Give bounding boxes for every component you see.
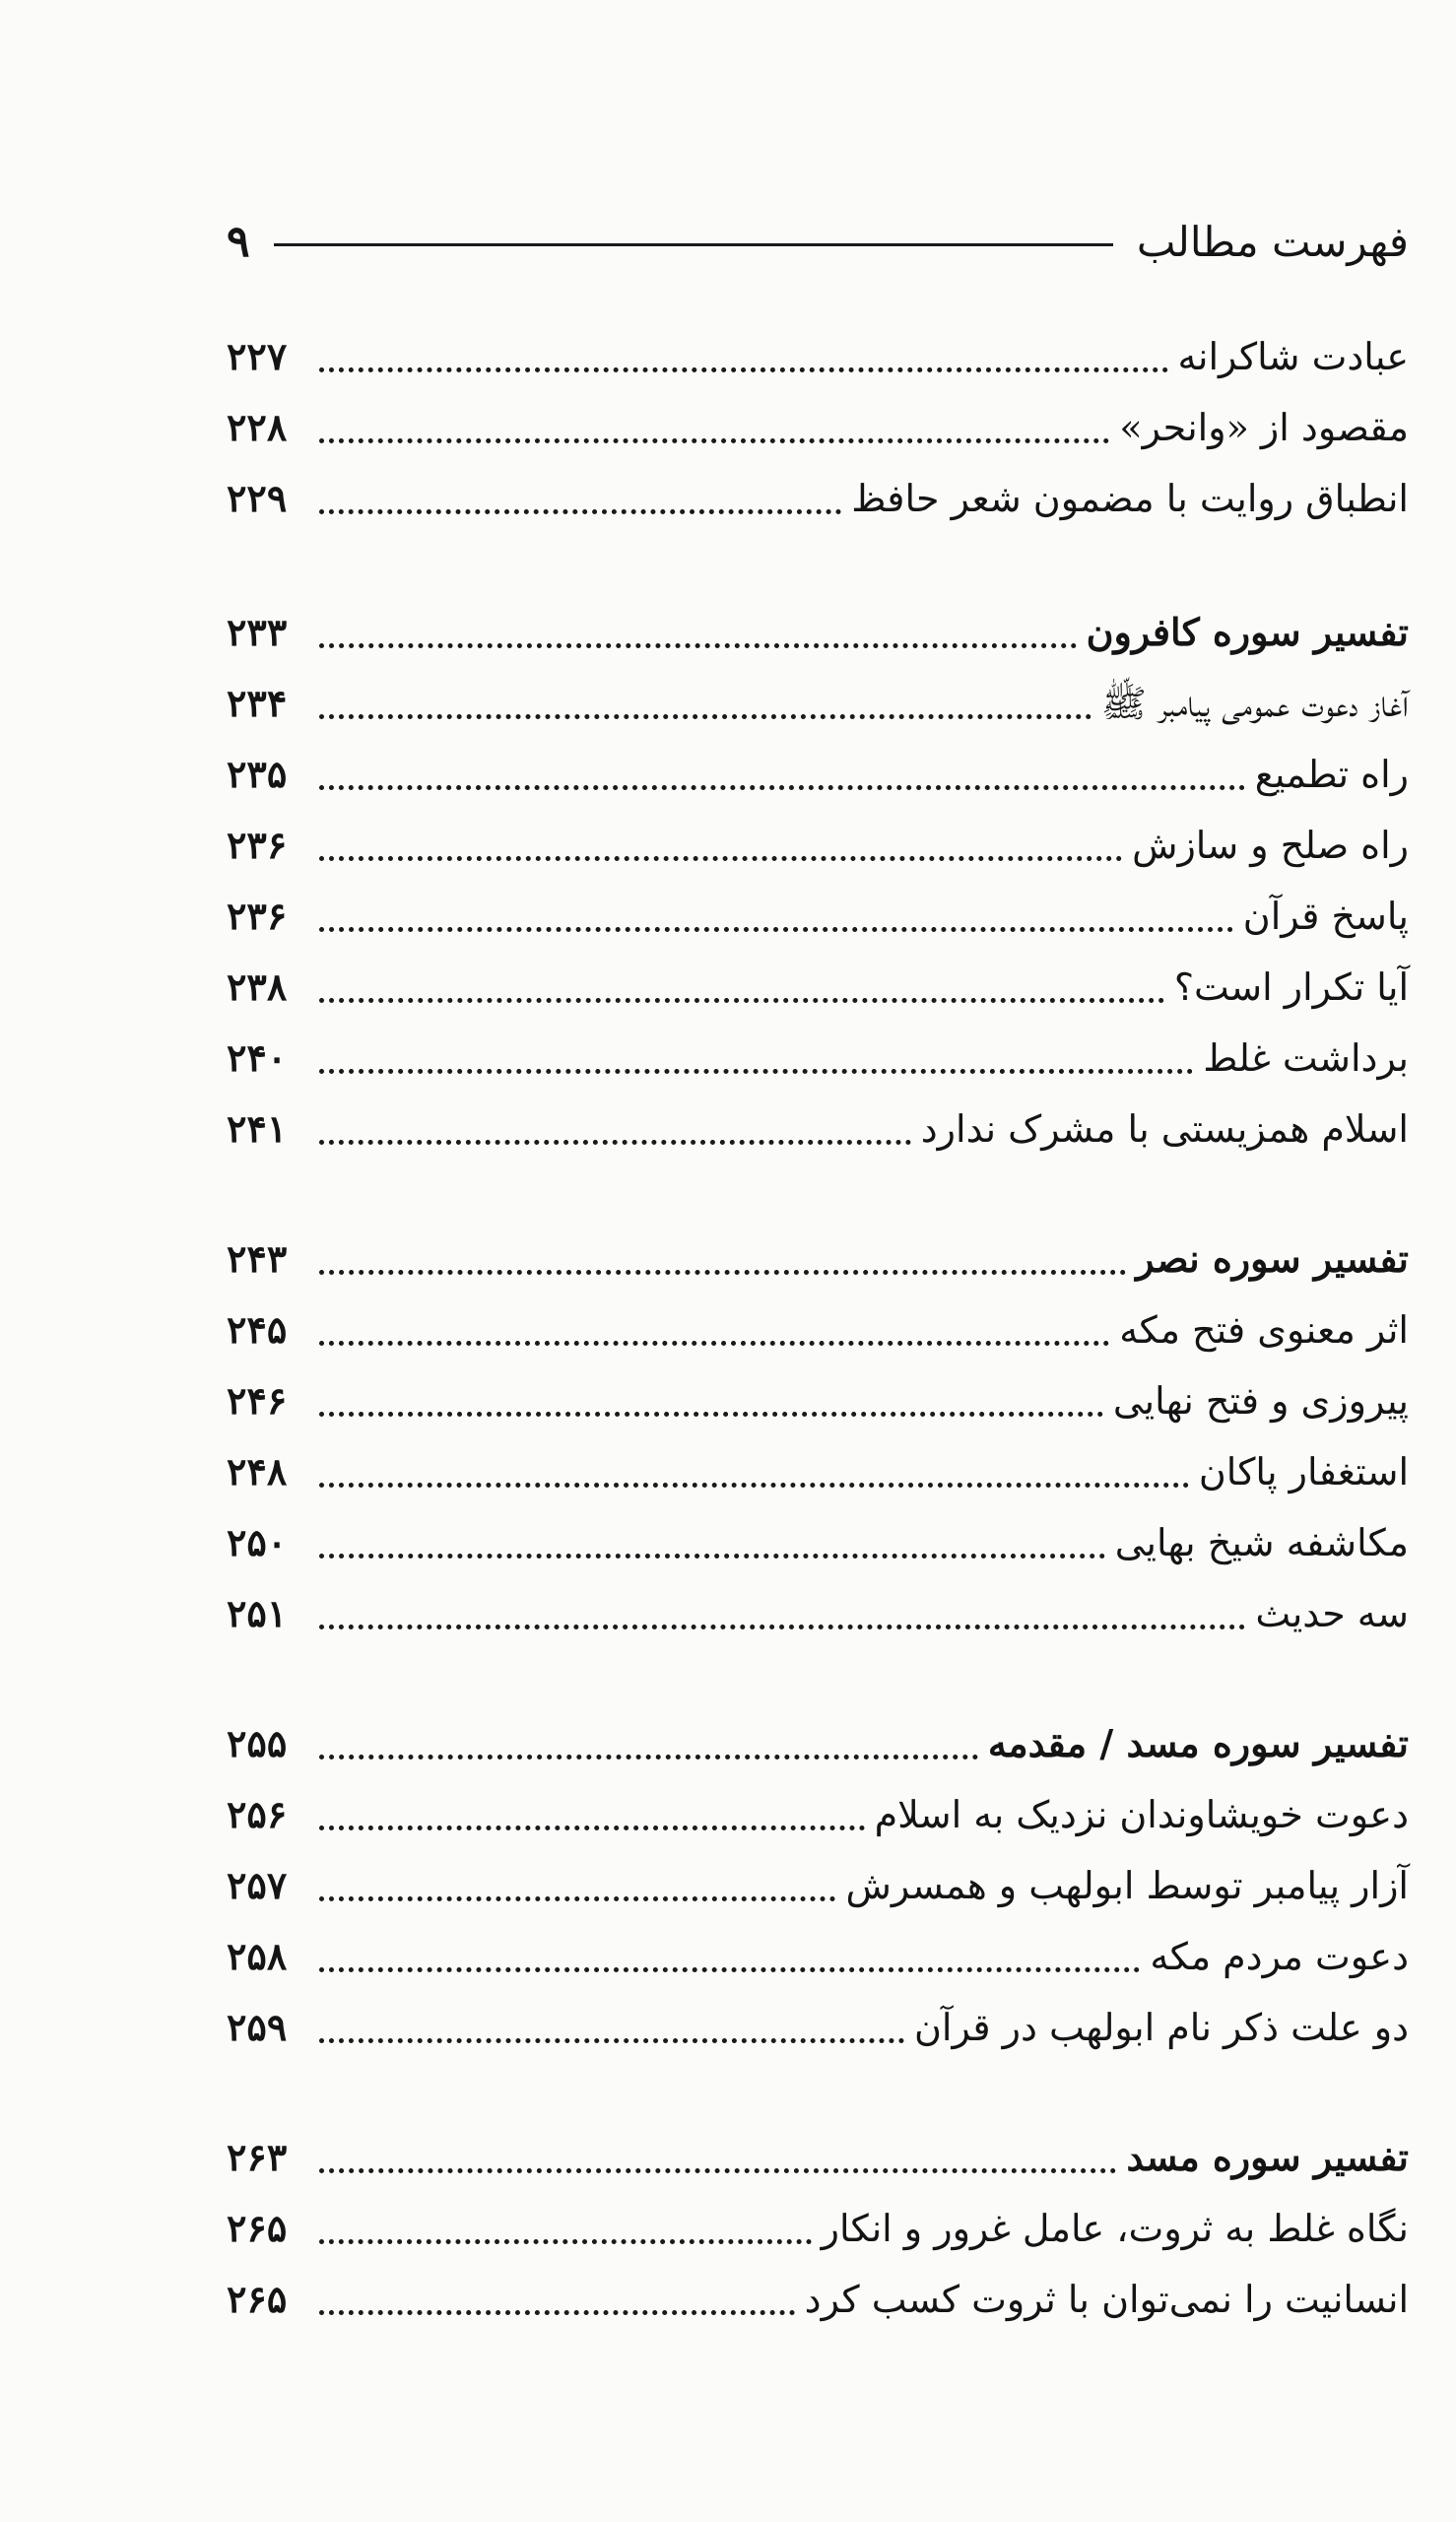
dot-leader: [319, 1140, 911, 1145]
toc-entry-page: ۲۶۳: [227, 2135, 288, 2179]
toc-entry-page: ۲۳۵: [227, 752, 288, 796]
toc-entry: [227, 664, 1409, 733]
toc-entry-title: راه صلح و سازش: [1132, 824, 1409, 867]
toc-entry-page: ۲۴۶: [227, 1378, 288, 1423]
toc-entry-page: ۲۶۵: [227, 2206, 288, 2250]
toc-entry-page: ۲۴۰: [227, 1035, 288, 1080]
toc-entry: [227, 1574, 1409, 1643]
dot-leader: [319, 1825, 865, 1830]
toc-entry-title: برداشت غلط: [1203, 1036, 1409, 1080]
toc-entry-page: ۲۳۶: [227, 894, 288, 938]
toc-entry-page: ۲۳۴: [227, 681, 288, 725]
toc-entry-page: ۲۵۵: [227, 1721, 288, 1765]
page-number: ۹: [227, 216, 250, 267]
dot-leader: [319, 2310, 795, 2315]
toc-entry: [227, 1775, 1409, 1844]
toc-entry-title: پیروزی و فتح نهایی: [1112, 1379, 1409, 1423]
toc-entry: [227, 806, 1409, 875]
toc-entry-title: دعوت خویشاوندان نزدیک به اسلام: [874, 1793, 1409, 1836]
dot-leader: [319, 2168, 1116, 2173]
toc-entry: [227, 1090, 1409, 1159]
toc-entry: [227, 1019, 1409, 1088]
dot-leader: [319, 1967, 1140, 1972]
toc-entry-page: ۲۵۶: [227, 1792, 288, 1836]
toc-entry-title: آغاز دعوت عمومی پیامبر ﷺ: [1100, 682, 1409, 725]
toc-entry-page: ۲۶۵: [227, 2277, 288, 2321]
toc-entry-title: عبادت شاکرانه: [1177, 335, 1409, 378]
toc-entry: [227, 1361, 1409, 1430]
toc-entry-page: ۲۵۸: [227, 1934, 288, 1978]
toc-entry-title: مقصود از «وانحر»: [1119, 406, 1409, 449]
toc-section-heading: [227, 593, 1409, 662]
toc-entry-title: آزار پیامبر توسط ابولهب و همسرش: [845, 1864, 1409, 1907]
dot-leader: [319, 856, 1122, 861]
toc-entry: [227, 317, 1409, 386]
toc-entry-title: نگاه غلط به ثروت، عامل غرور و انکار: [821, 2207, 1409, 2250]
toc-entry-page: ۲۲۹: [227, 476, 288, 520]
toc-entry-title: آیا تکرار است؟: [1173, 965, 1409, 1009]
toc-entry-title: اثر معنوی فتح مکه: [1119, 1308, 1409, 1352]
dot-leader: [319, 438, 1109, 443]
toc-entry-title: دعوت مردم مکه: [1150, 1935, 1409, 1978]
toc-entry: [227, 1917, 1409, 1986]
table-of-contents: [227, 0, 1409, 2522]
toc-entry-page: ۲۳۸: [227, 964, 288, 1009]
toc-entry-title: مکاشفه شیخ بهایی: [1114, 1521, 1409, 1564]
toc-entry-title: تفسیر سوره مسد: [1126, 2135, 1409, 2179]
toc-entry-page: ۲۵۷: [227, 1863, 288, 1907]
dot-leader: [319, 1270, 1126, 1275]
dot-leader: [319, 1554, 1105, 1559]
toc-entry-title: تفسیر سوره مسد / مقدمه: [987, 1721, 1409, 1765]
toc-entry-title: پاسخ قرآن: [1242, 895, 1409, 938]
toc-entry: [227, 735, 1409, 804]
toc-entry-page: ۲۵۱: [227, 1591, 288, 1635]
toc-entry: [227, 1503, 1409, 1572]
toc-entry-title: انطباق روایت با مضمون شعر حافظ: [851, 477, 1409, 520]
toc-entry-page: ۲۳۳: [227, 610, 288, 654]
dot-leader: [319, 1069, 1193, 1074]
toc-entry-title: تفسیر سوره نصر: [1136, 1236, 1409, 1281]
toc-section-heading: [227, 2118, 1409, 2187]
toc-entry-title: راه تطمیع: [1254, 753, 1409, 796]
toc-entry: [227, 1432, 1409, 1501]
toc-entry-title: تفسیر سوره کافرون: [1086, 610, 1409, 654]
page-title: فهرست مطالب: [1136, 217, 1409, 266]
toc-entry: [227, 1988, 1409, 2057]
dot-leader: [319, 1483, 1189, 1488]
dot-leader: [319, 1412, 1103, 1417]
toc-entry-page: ۲۲۸: [227, 405, 288, 449]
toc-entry: [227, 1291, 1409, 1360]
dot-leader: [319, 1896, 835, 1901]
dot-leader: [319, 927, 1233, 932]
dot-leader: [319, 2038, 904, 2043]
toc-entry-page: ۲۴۱: [227, 1106, 288, 1151]
toc-entry: [227, 2260, 1409, 2329]
dot-leader: [319, 1341, 1109, 1346]
toc-section-heading: [227, 1704, 1409, 1773]
dot-leader: [319, 998, 1164, 1003]
dot-leader: [319, 2239, 812, 2244]
toc-entry: [227, 2189, 1409, 2258]
toc-entry: [227, 1846, 1409, 1915]
dot-leader: [319, 785, 1245, 790]
toc-entry: [227, 877, 1409, 946]
dot-leader: [319, 1625, 1245, 1629]
toc-entry-title: استغفار پاکان: [1198, 1450, 1409, 1493]
toc-entry-page: ۲۵۹: [227, 2005, 288, 2049]
dot-leader: [319, 643, 1077, 648]
toc-entry-page: ۲۴۸: [227, 1449, 288, 1493]
toc-entry-page: ۲۳۶: [227, 823, 288, 867]
toc-entry-title: دو علت ذکر نام ابولهب در قرآن: [913, 2006, 1409, 2049]
dot-leader: [319, 714, 1092, 719]
dot-leader: [319, 509, 841, 514]
toc-section-heading: [227, 1220, 1409, 1289]
toc-entry-page: ۲۴۳: [227, 1236, 288, 1281]
toc-entry-page: ۲۲۷: [227, 334, 288, 378]
toc-entry: [227, 948, 1409, 1017]
toc-entry: [227, 388, 1409, 457]
toc-entry: [227, 459, 1409, 528]
dot-leader: [319, 1755, 978, 1759]
toc-entry-title: اسلام همزیستی با مشرک ندارد: [920, 1107, 1409, 1151]
dot-leader: [319, 367, 1168, 372]
toc-entry-page: ۲۵۰: [227, 1520, 288, 1564]
toc-entry-title: سه حدیث: [1255, 1592, 1409, 1635]
toc-entry-page: ۲۴۵: [227, 1307, 288, 1352]
toc-entry-title: انسانیت را نمی‌توان با ثروت کسب کرد: [804, 2278, 1409, 2321]
